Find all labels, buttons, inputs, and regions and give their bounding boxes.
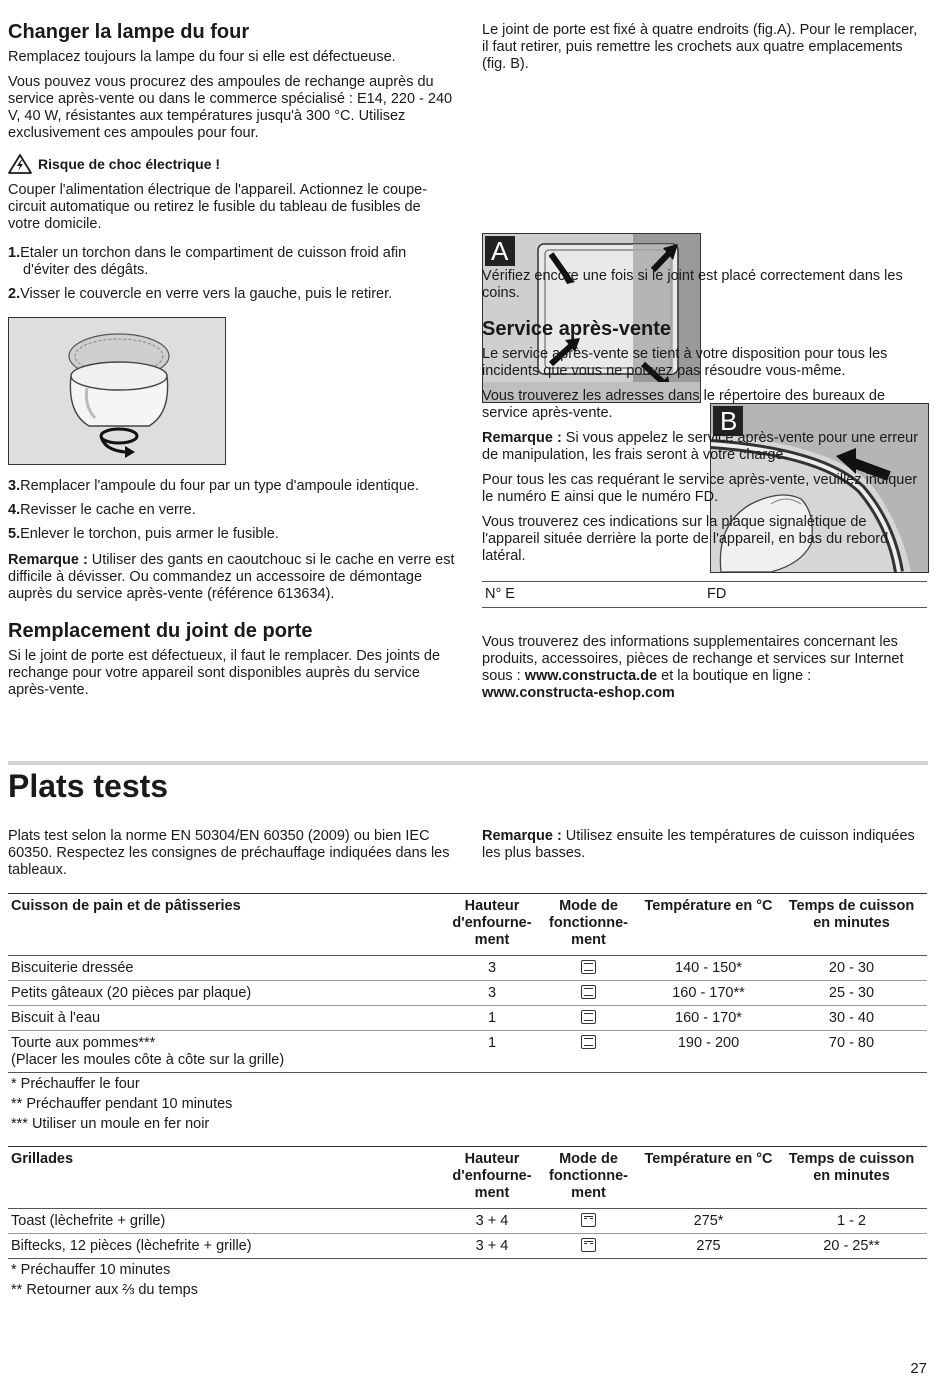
top-bottom-heat-icon <box>581 960 596 974</box>
right-column-lower <box>482 268 927 565</box>
lamp-steps-list-a <box>8 245 456 303</box>
lamp-cover-drawing <box>9 318 225 464</box>
baking-table-container <box>8 893 927 1134</box>
table-header-row <box>8 894 927 956</box>
height-cell: 1 <box>487 1010 497 1026</box>
mode-cell <box>536 981 641 1006</box>
remark-label: Remarque : <box>482 828 562 844</box>
service-paragraph-2: Vous trouverez les adresses dans le répertoire des bureaux de service après-vente. <box>482 388 886 421</box>
column-header-temperature: Température en °C <box>644 898 773 914</box>
remark-text: Utiliser des gants en caoutchouc si le cache en verre est difficile à dévisser. Ou commandez un accessoire de démontage auprès du service après-vente (référence 613634). <box>8 552 455 602</box>
dish-cell <box>8 1031 448 1073</box>
dish-name: Tourte aux pommes*** <box>11 1035 156 1051</box>
height-cell: 1 <box>487 1035 497 1051</box>
top-bottom-heat-icon <box>581 1010 596 1024</box>
dish-cell: Petits gâteaux (20 pièces par plaque) <box>11 985 252 1001</box>
figure-a-label: A <box>491 236 509 266</box>
time-cell: 1 - 2 <box>836 1213 866 1229</box>
temperature-cell: 275 <box>696 1238 721 1254</box>
table-header-row <box>8 1147 927 1209</box>
table-row <box>8 1031 927 1073</box>
footnote: *** Utiliser un moule en fer noir <box>11 1116 210 1132</box>
step-item <box>8 526 456 543</box>
step-item <box>8 245 456 279</box>
right-column <box>482 22 927 73</box>
top-bottom-heat-icon <box>581 985 596 999</box>
service-section-title: Service après-vente <box>482 318 672 340</box>
seal-paragraph-1: Si le joint de porte est défectueux, il faut le remplacer. Des joints de rechange pour votre appareil sont disponibles auprès du service après-vente. <box>8 648 441 698</box>
step-text: Revisser le cache en verre. <box>20 502 196 518</box>
column-header-time: Temps de cuisson en minutes <box>788 1151 915 1184</box>
warning-triangle-icon <box>8 154 32 174</box>
tests-title: Plats tests <box>8 768 169 804</box>
table-title: Grillades <box>11 1151 74 1167</box>
dish-cell: Biscuiterie dressée <box>11 960 134 976</box>
constructa-link[interactable]: www.constructa.de <box>524 668 658 684</box>
tests-intro: Plats test selon la norme EN 50304/EN 60350 (2009) ou bien IEC 60350. Respectez les consignes de préchauffage indiquées dans les tableaux. <box>8 828 450 878</box>
grill-table <box>8 1146 927 1259</box>
page-number: 27 <box>910 1360 927 1377</box>
time-cell: 25 - 30 <box>828 985 875 1001</box>
step-text: Etaler un torchon dans le compartiment de cuisson froid afin d'éviter des dégâts. <box>20 245 407 278</box>
height-cell: 3 + 4 <box>475 1213 509 1229</box>
table-row <box>8 1234 927 1259</box>
tests-remark <box>482 828 927 862</box>
table-row <box>8 1209 927 1234</box>
dish-cell: Biscuit à l'eau <box>11 1010 101 1026</box>
height-cell: 3 <box>487 960 497 976</box>
time-cell: 20 - 30 <box>828 960 875 976</box>
grill-table-container <box>8 1146 927 1300</box>
service-paragraph-1: Le service après-vente se tient à votre disposition pour tous les incidents que vous ne pouvez pas résoudre vous-même. <box>482 346 888 379</box>
grill-icon <box>581 1213 596 1227</box>
grill-icon <box>581 1238 596 1252</box>
lamp-section-title: Changer la lampe du four <box>8 21 250 43</box>
temperature-cell: 190 - 200 <box>677 1035 740 1051</box>
step-text: Remplacer l'ampoule du four par un type d'ampoule identique. <box>20 478 419 494</box>
column-header-mode: Mode de fonctionne-ment <box>549 1151 628 1201</box>
temperature-cell: 140 - 150* <box>675 960 742 976</box>
temperature-cell: 160 - 170* <box>675 1010 742 1026</box>
step-number: 5. <box>8 526 21 542</box>
table-row <box>8 956 927 981</box>
table-title: Cuisson de pain et de pâtisseries <box>11 898 241 914</box>
remark-text: Si vous appelez le service après-vente pour une erreur de manipulation, les frais seront à votre charge. <box>482 430 919 463</box>
left-column <box>8 20 456 303</box>
figure-b-label: B <box>720 406 738 436</box>
step-item <box>8 286 456 303</box>
step-item <box>8 478 456 495</box>
step-number: 3. <box>8 478 21 494</box>
footnote: * Préchauffer 10 minutes <box>11 1262 171 1278</box>
left-column-lower <box>8 478 456 699</box>
seal-paragraph-2: Le joint de porte est fixé à quatre endroits (fig.A). Pour le remplacer, il faut retirer, puis remettre les crochets aux quatre emplacements (fig. B). <box>482 22 918 72</box>
service-remark <box>482 430 927 464</box>
mode-cell <box>536 1209 641 1234</box>
grill-table-notes <box>8 1260 927 1300</box>
mode-cell <box>536 1031 641 1073</box>
footnote: ** Préchauffer pendant 10 minutes <box>11 1096 233 1112</box>
ne-fd-field-box <box>482 581 927 608</box>
service-paragraph-3: Pour tous les cas requérant le service après-vente, veuillez indiquer le numéro E ainsi que le numéro FD. <box>482 472 918 505</box>
mode-cell <box>536 1234 641 1259</box>
ne-label: N° E <box>485 586 515 602</box>
column-header-temperature: Température en °C <box>644 1151 773 1167</box>
dish-cell: Biftecks, 12 pièces (lèchefrite + grille) <box>11 1238 252 1254</box>
lamp-remark <box>8 552 456 603</box>
lamp-paragraph-1: Remplacez toujours la lampe du four si elle est défectueuse. <box>8 49 396 65</box>
remark-label: Remarque : <box>482 430 562 446</box>
dish-cell: Toast (lèchefrite + grille) <box>11 1213 166 1229</box>
service-online-info <box>482 634 927 702</box>
step-text: Enlever le torchon, puis armer le fusible. <box>20 526 279 542</box>
step-number: 1. <box>8 245 21 261</box>
column-header-height: Hauteur d'enfourne-ment <box>452 898 532 948</box>
column-header-height: Hauteur d'enfourne-ment <box>452 1151 532 1201</box>
service-paragraph-5 <box>482 634 927 702</box>
time-cell: 20 - 25** <box>823 1238 880 1254</box>
step-number: 4. <box>8 502 21 518</box>
remark-text: Utilisez ensuite les températures de cuisson indiquées les plus basses. <box>482 828 915 861</box>
service-paragraph-4: Vous trouverez ces indications sur la plaque signalétique de l'appareil située derrière la porte de l'appareil, en bas du rebord latéral. <box>482 514 889 564</box>
step-item <box>8 502 456 519</box>
seal-paragraph-3: Vérifiez encore une fois si le joint est placé correctement dans les coins. <box>482 268 903 301</box>
section-divider <box>8 761 928 765</box>
baking-table <box>8 893 927 1073</box>
seal-section-title: Remplacement du joint de porte <box>8 620 313 642</box>
warning-text: Couper l'alimentation électrique de l'appareil. Actionnez le coupe-circuit automatique ou retirez le fusible du tableau de fusibles de votre domicile. <box>8 182 428 232</box>
fd-label: FD <box>707 586 727 602</box>
warning-title: Risque de choc électrique ! <box>38 155 221 172</box>
footnote: ** Retourner aux ⅔ du temps <box>11 1282 198 1298</box>
mode-cell <box>536 1006 641 1031</box>
lamp-cover-illustration <box>8 317 226 465</box>
step-text: Visser le couvercle en verre vers la gauche, puis le retirer. <box>20 286 393 302</box>
mode-cell <box>536 956 641 981</box>
step-number: 2. <box>8 286 21 302</box>
service-text: et la boutique en ligne : <box>657 668 812 684</box>
height-cell: 3 + 4 <box>475 1238 509 1254</box>
service-text: Vous trouverez des informations supplementaires concernant les produits, accessoires, pièces de rechange et services sur Internet sous : <box>482 634 904 684</box>
top-bottom-heat-icon <box>581 1035 596 1049</box>
footnote: * Préchauffer le four <box>11 1076 140 1092</box>
constructa-eshop-link[interactable]: www.constructa-eshop.com <box>482 685 675 701</box>
dish-note: (Placer les moules côte à côte sur la grille) <box>11 1052 285 1068</box>
height-cell: 3 <box>487 985 497 1001</box>
lamp-steps-list-b <box>8 478 456 543</box>
baking-table-notes <box>8 1074 927 1134</box>
table-row <box>8 1006 927 1031</box>
warning-heading <box>8 154 456 174</box>
time-cell: 30 - 40 <box>828 1010 875 1026</box>
temperature-cell: 275* <box>693 1213 724 1229</box>
column-header-mode: Mode de fonctionne-ment <box>549 898 628 948</box>
lamp-paragraph-2: Vous pouvez vous procurez des ampoules de rechange auprès du service après-vente ou dans le commerce spécialisé : E14, 220 - 240 V, 40 W, résistantes aux températures jusqu'à 300 °C. Utilisez exclusivement ces ampoules pour four. <box>8 74 453 141</box>
table-row <box>8 981 927 1006</box>
time-cell: 70 - 80 <box>828 1035 875 1051</box>
remark-label: Remarque : <box>8 552 88 568</box>
temperature-cell: 160 - 170** <box>672 985 745 1001</box>
column-header-time: Temps de cuisson en minutes <box>788 898 915 931</box>
